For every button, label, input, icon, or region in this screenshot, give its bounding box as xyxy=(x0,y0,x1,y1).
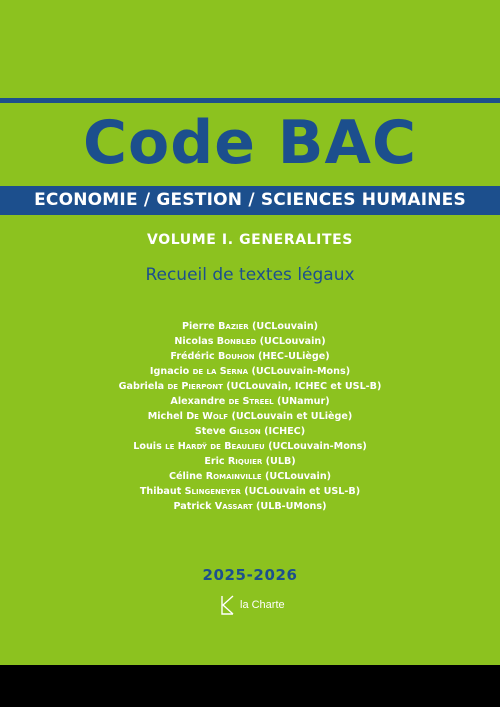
author-affiliation: (UCLouvain et USL-B) xyxy=(244,486,361,497)
author-first-name: Ignacio xyxy=(149,366,190,377)
author-last-name: de Pierpont xyxy=(167,381,223,392)
author-last-name: Riquier xyxy=(227,456,263,467)
book-title: Code BAC xyxy=(83,108,417,178)
author-first-name: Michel xyxy=(147,411,183,422)
author-affiliation: (ULB) xyxy=(265,456,296,467)
author-first-name: Céline xyxy=(168,471,203,482)
author-item xyxy=(0,499,500,514)
book-subtitle: Recueil de textes légaux xyxy=(145,265,355,285)
author-first-name: Steve xyxy=(194,426,226,437)
author-item xyxy=(0,349,500,364)
author-affiliation: (UNamur) xyxy=(276,396,330,407)
author-first-name: Louis xyxy=(133,441,162,452)
author-first-name: Gabriela xyxy=(118,381,165,392)
author-affiliation: (UCLouvain) xyxy=(265,471,332,482)
author-first-name: Nicolas xyxy=(174,336,214,347)
author-last-name: Gilson xyxy=(228,426,261,437)
bottom-strip xyxy=(0,665,500,707)
author-last-name: De Wolf xyxy=(186,411,229,422)
author-item xyxy=(0,454,500,469)
author-affiliation: (ICHEC) xyxy=(264,426,306,437)
author-first-name: Pierre xyxy=(181,321,215,332)
author-item xyxy=(0,409,500,424)
author-affiliation: (UCLouvain, ICHEC et USL-B) xyxy=(226,381,382,392)
author-item xyxy=(0,424,500,439)
top-rule xyxy=(0,98,500,103)
author-last-name: Vassart xyxy=(214,501,253,512)
author-first-name: Thibaut xyxy=(139,486,182,497)
author-first-name: Eric xyxy=(204,456,225,467)
author-affiliation: (UCLouvain) xyxy=(252,321,319,332)
author-first-name: Alexandre xyxy=(170,396,226,407)
author-last-name: Bonbled xyxy=(216,336,257,347)
author-item xyxy=(0,334,500,349)
author-first-name: Frédéric xyxy=(170,351,215,362)
author-affiliation: (UCLouvain et ULiège) xyxy=(231,411,353,422)
volume-label: VOLUME I. GENERALITES xyxy=(147,232,353,248)
publisher-name: la Charte xyxy=(240,599,285,611)
author-affiliation: (ULB-UMons) xyxy=(256,501,327,512)
author-item xyxy=(0,364,500,379)
edition-year: 2025-2026 xyxy=(202,566,298,584)
author-item xyxy=(0,394,500,409)
subject-band xyxy=(0,186,500,215)
author-last-name: Slingeneyer xyxy=(184,486,241,497)
author-item xyxy=(0,439,500,454)
author-item xyxy=(0,379,500,394)
subject-band-label: ECONOMIE / GESTION / SCIENCES HUMAINES xyxy=(34,190,466,210)
author-affiliation: (UCLouvain) xyxy=(259,336,326,347)
author-first-name: Patrick xyxy=(173,501,212,512)
author-item xyxy=(0,319,500,334)
publisher xyxy=(218,594,285,616)
author-last-name: le Hardÿ de Beaulieu xyxy=(165,441,265,452)
author-last-name: Bouhon xyxy=(217,351,255,362)
la-charte-logo-icon xyxy=(218,594,236,616)
author-affiliation: (HEC-ULiège) xyxy=(257,351,330,362)
author-item xyxy=(0,469,500,484)
author-list xyxy=(0,319,500,514)
author-affiliation: (UCLouvain-Mons) xyxy=(268,441,367,452)
author-last-name: de Streel xyxy=(228,396,274,407)
author-last-name: Romainville xyxy=(205,471,262,482)
author-last-name: Bazier xyxy=(218,321,249,332)
author-affiliation: (UCLouvain-Mons) xyxy=(251,366,351,377)
author-item xyxy=(0,484,500,499)
author-last-name: de la Serna xyxy=(192,366,249,377)
